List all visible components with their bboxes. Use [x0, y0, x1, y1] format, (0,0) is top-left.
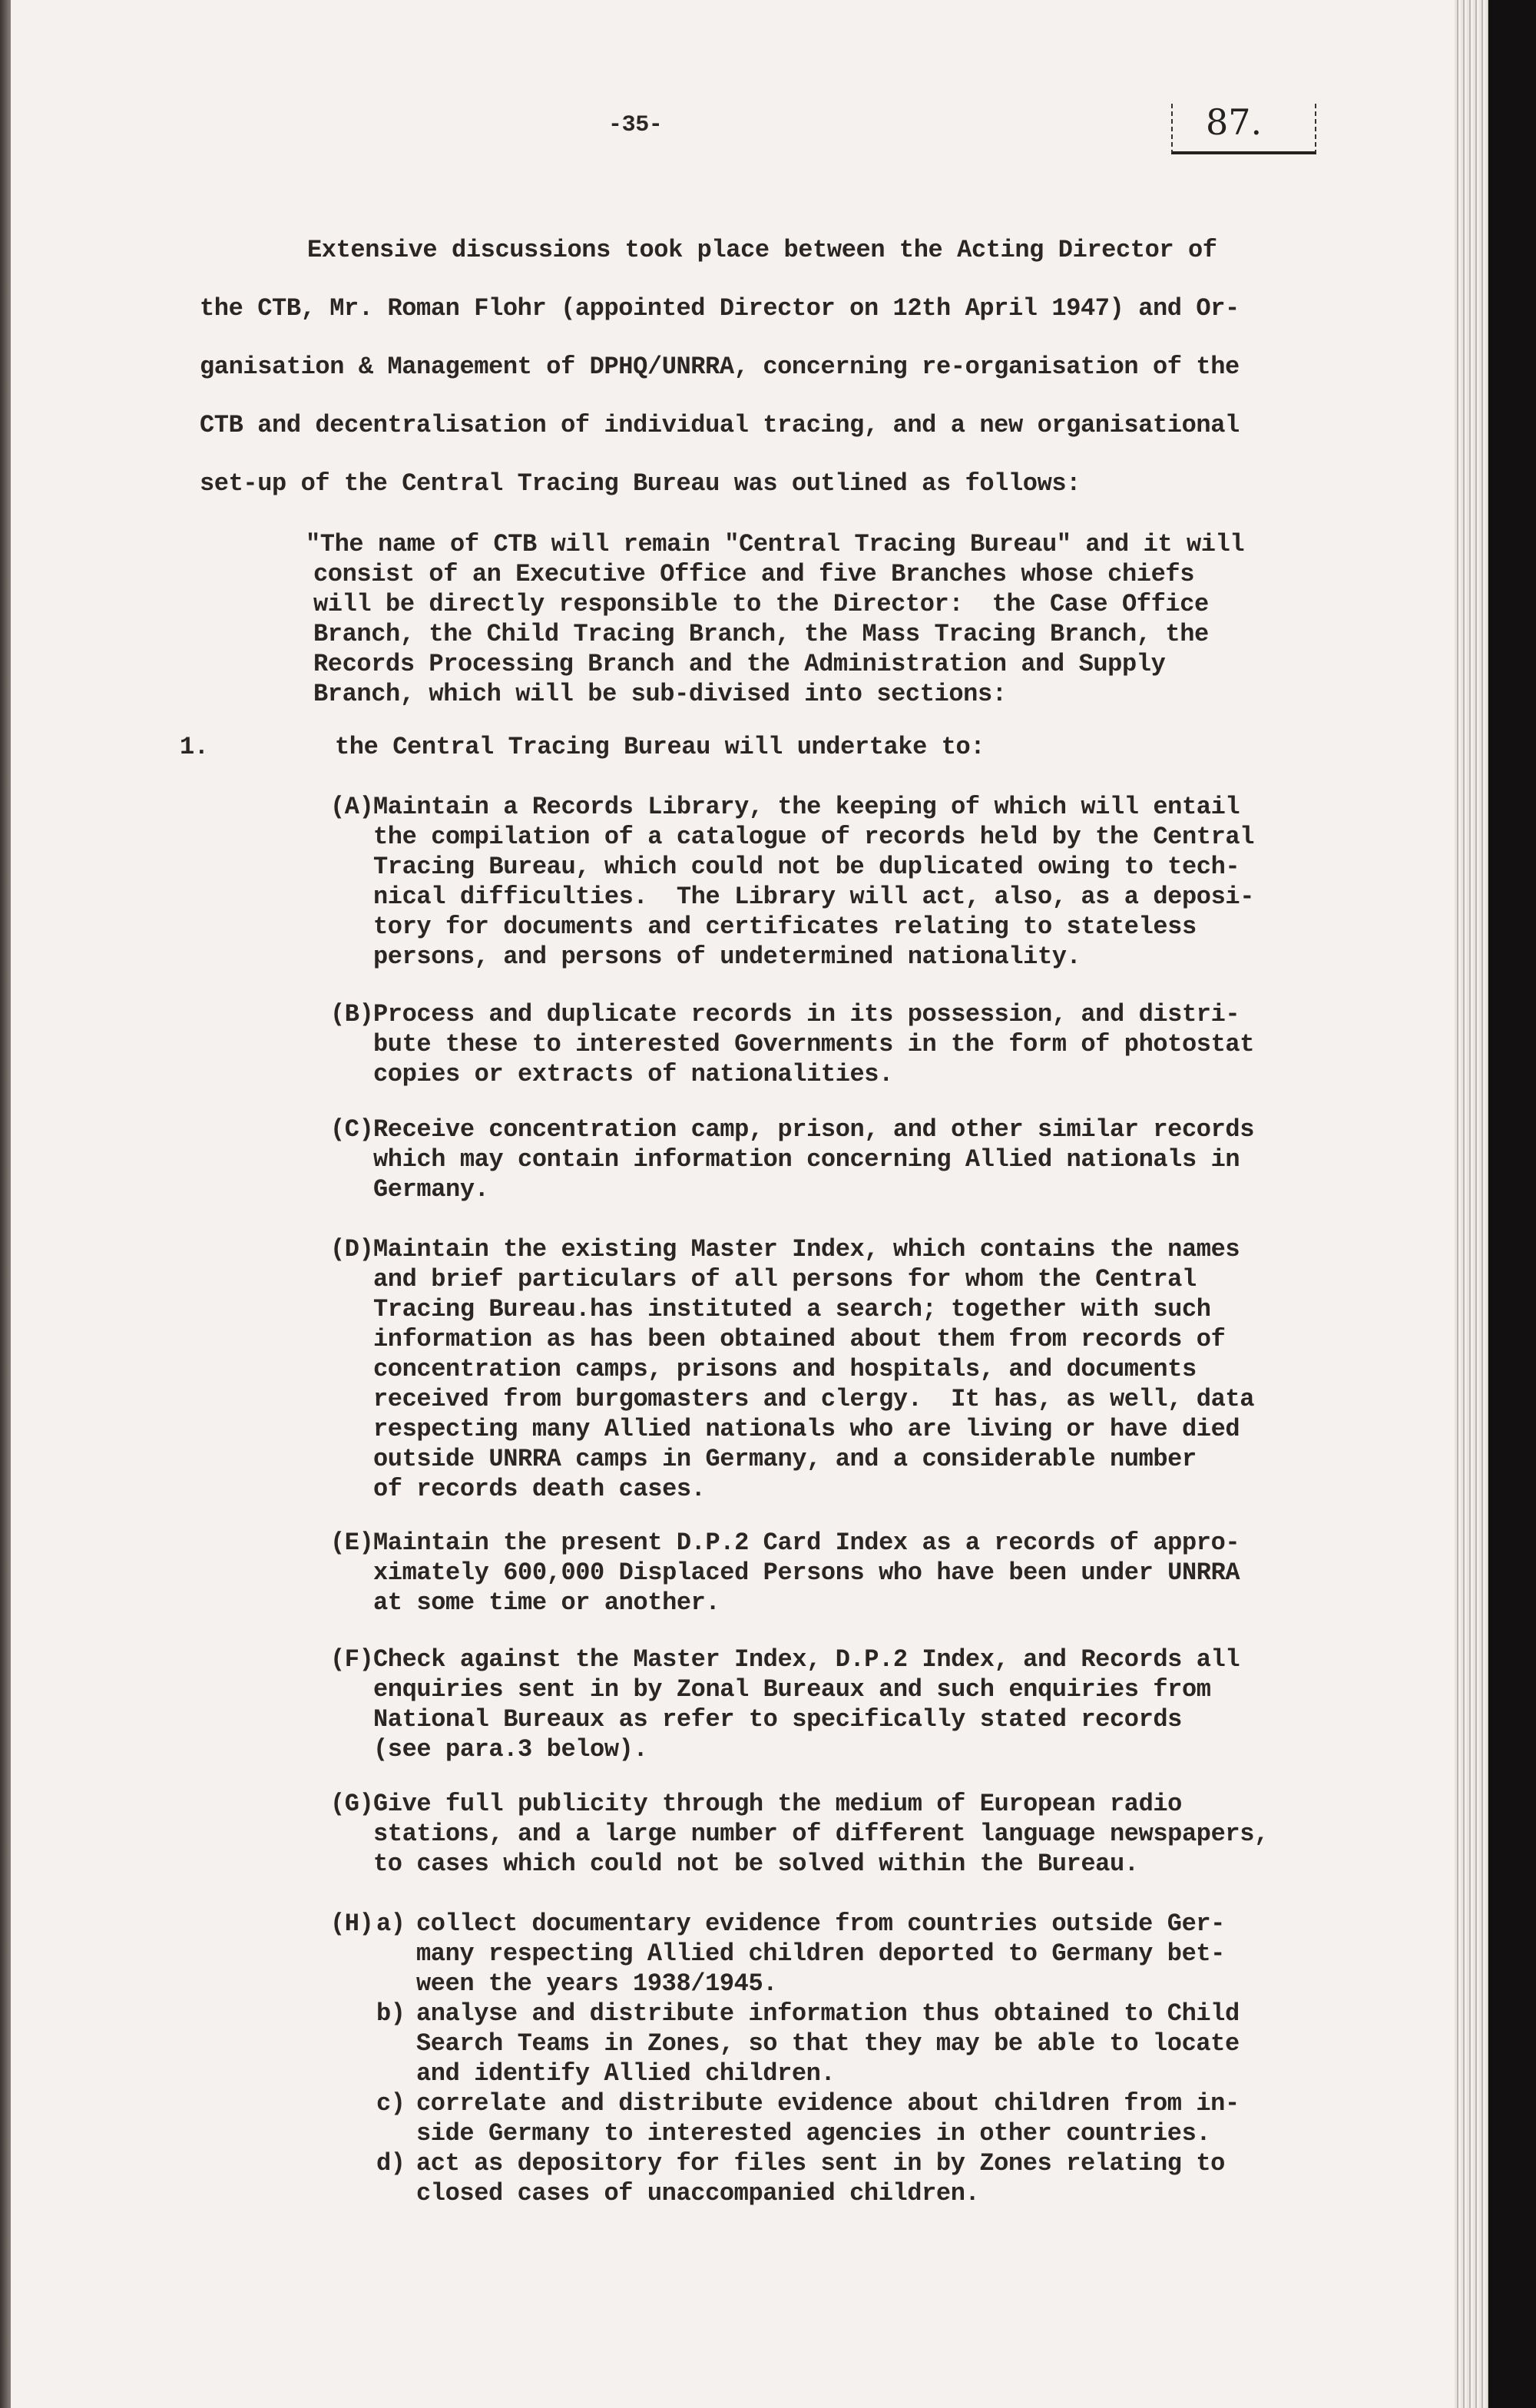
section-number: 1. [180, 733, 209, 761]
page-stack-edge [1455, 0, 1488, 2408]
text-line: Branch, which will be sub-divised into sections: [313, 680, 1007, 708]
text-line: stations, and a large number of different language newspapers, [373, 1820, 1269, 1848]
text-line: Give full publicity through the medium of European radio [373, 1790, 1182, 1818]
text-line: Germany. [373, 1175, 489, 1204]
text-line: closed cases of unaccompanied children. [416, 2179, 980, 2208]
text-line: will be directly responsible to the Director: the Case Office [313, 590, 1209, 618]
text-line: CTB and decentralisation of individual tracing, and a new organisational [200, 411, 1240, 439]
intro-paragraph [200, 235, 1240, 527]
text-line: Search Teams in Zones, so that they may be able to locate [416, 2029, 1240, 2058]
page-number: -35- [608, 112, 663, 138]
scan-background [1488, 0, 1536, 2408]
text-line: Receive concentration camp, prison, and other similar records [373, 1115, 1254, 1144]
text-line: tory for documents and certificates relating to stateless [373, 913, 1197, 941]
text-line: Maintain a Records Library, the keeping of which will entail [373, 793, 1240, 821]
text-line: many respecting Allied children deported to Germany bet- [416, 1939, 1225, 1968]
text-line: ganisation & Management of DPHQ/UNRRA, concerning re-organisation of the [200, 353, 1240, 381]
item-label: (E) [330, 1529, 374, 1557]
text-line: National Bureaux as refer to specifically stated records [373, 1705, 1182, 1734]
text-line: of records death cases. [373, 1475, 706, 1503]
text-line: analyse and distribute information thus obtained to Child [416, 1999, 1240, 2028]
text-line: Tracing Bureau, which could not be duplicated owing to tech- [373, 853, 1240, 881]
text-line: Branch, the Child Tracing Branch, the Mass Tracing Branch, the [313, 620, 1209, 648]
text-line: respecting many Allied nationals who are living or have died [373, 1415, 1240, 1443]
text-line: Process and duplicate records in its possession, and distri- [373, 1000, 1240, 1028]
text-line: (see para.3 below). [373, 1735, 648, 1764]
text-line: Check against the Master Index, D.P.2 Index, and Records all [373, 1645, 1240, 1674]
text-line: ween the years 1938/1945. [416, 1969, 778, 1998]
text-line: correlate and distribute evidence about children from in- [416, 2089, 1240, 2118]
subitem-label: a) [376, 1910, 406, 1938]
item-label: (B) [330, 1000, 374, 1028]
page-edge-left [0, 0, 11, 2408]
item-label: (A) [330, 793, 374, 821]
text-line: side Germany to interested agencies in other countries. [416, 2119, 1211, 2148]
text-line: to cases which could not be solved within the Bureau. [373, 1850, 1139, 1878]
subitem-label: c) [376, 2089, 406, 2118]
text-line: nical difficulties. The Library will act, also, as a deposi- [373, 883, 1254, 911]
item-label: (F) [330, 1645, 374, 1674]
item-label: (D) [330, 1235, 374, 1264]
text-line: information as has been obtained about them from records of [373, 1325, 1226, 1353]
subitem-label: d) [376, 2149, 406, 2178]
text-line: the compilation of a catalogue of records held by the Central [373, 823, 1254, 851]
item-label: (C) [330, 1115, 374, 1144]
text-line: Records Processing Branch and the Administration and Supply [313, 650, 1166, 678]
text-line: received from burgomasters and clergy. It has, as well, data [373, 1385, 1254, 1413]
text-line: persons, and persons of undetermined nationality. [373, 942, 1081, 971]
text-line: copies or extracts of nationalities. [373, 1060, 893, 1088]
text-line: enquiries sent in by Zonal Bureaux and such enquiries from [373, 1675, 1211, 1704]
text-line: which may contain information concerning Allied nationals in [373, 1145, 1240, 1174]
text-line: bute these to interested Governments in the form of photostat [373, 1030, 1254, 1058]
text-line: the CTB, Mr. Roman Flohr (appointed Director on 12th April 1947) and Or- [200, 294, 1240, 323]
text-line: concentration camps, prisons and hospitals, and documents [373, 1355, 1197, 1383]
text-line: ximately 600,000 Displaced Persons who have been under UNRRA [373, 1558, 1240, 1587]
text-line: Maintain the existing Master Index, which contains the names [373, 1235, 1240, 1264]
item-label: (G) [330, 1790, 374, 1818]
text-line: collect documentary evidence from countries outside Ger- [416, 1910, 1225, 1938]
subitem-label: b) [376, 1999, 406, 2028]
item-label: (H) [330, 1910, 374, 1938]
quote-block [306, 529, 1244, 709]
text-line: Maintain the present D.P.2 Card Index as a records of appro- [373, 1529, 1240, 1557]
text-line: at some time or another. [373, 1588, 720, 1617]
folio-number: 87. [1206, 101, 1263, 143]
section-heading: the Central Tracing Bureau will undertake to: [335, 733, 985, 761]
text-line: Extensive discussions took place between the Acting Director of [307, 236, 1217, 264]
text-line: "The name of CTB will remain "Central Tracing Bureau" and it will [306, 530, 1245, 558]
text-line: act as depository for files sent in by Zones relating to [416, 2149, 1225, 2178]
text-line: consist of an Executive Office and five Branches whose chiefs [313, 560, 1194, 588]
text-line: set-up of the Central Tracing Bureau was outlined as follows: [200, 469, 1081, 498]
text-line: and identify Allied children. [416, 2059, 836, 2088]
text-line: outside UNRRA camps in Germany, and a considerable number [373, 1445, 1197, 1473]
text-line: Tracing Bureau.has instituted a search; together with such [373, 1295, 1211, 1323]
text-line: and brief particulars of all persons for whom the Central [373, 1265, 1197, 1293]
